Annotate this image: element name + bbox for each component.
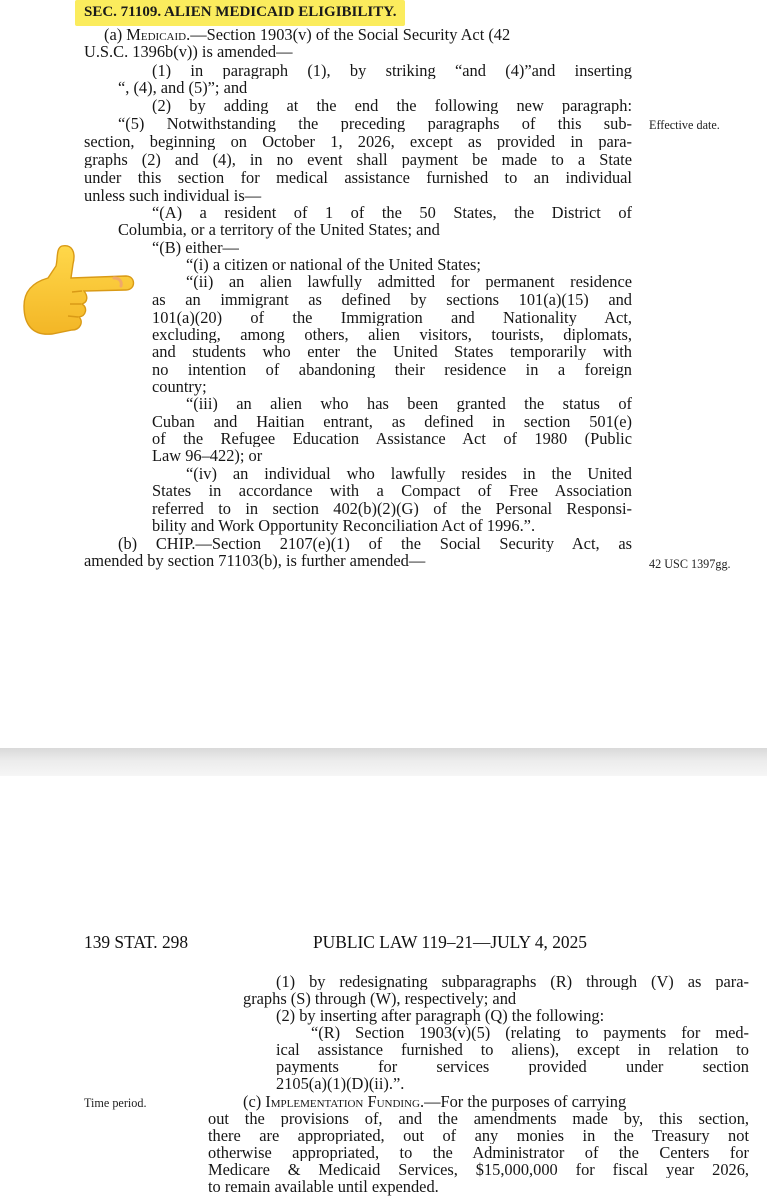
text-line: under this section for medical assistance furnished to an individual [84,169,632,187]
text-line: unless such individual is— [84,186,262,205]
text-line: Law 96–422); or [152,446,263,465]
text-line: section, beginning on October 1, 2026, except as provided in para- [84,133,632,151]
text-line: graphs (2) and (4), in no event shall payment be made to a State [84,151,632,169]
text-line: States in accordance with a Compact of Free Association [152,482,632,500]
text-segment: (a) [104,25,127,44]
subsection-heading-medicaid: Medicaid [126,25,187,44]
text-line: otherwise appropriated, to the Administrator of the Centers for [208,1144,749,1162]
text-line: amended by section 71103(b), is further amended— [84,551,426,570]
backhand-index-pointing-right-icon [18,244,136,340]
text-line: “(5) Notwithstanding the preceding paragraphs of this sub- [118,115,632,133]
text-segment: .—Section 1903(v) of the Social Security Act (42 [186,25,511,44]
text-line: “(ii) an alien lawfully admitted for permanent residence [186,273,632,291]
text-line: U.S.C. 1396b(v)) is amended— [84,42,293,61]
text-line: “(B) either— [152,238,239,257]
text-line: 2105(a)(1)(D)(ii).”. [276,1074,405,1093]
running-header-public-law: PUBLIC LAW 119–21—JULY 4, 2025 [313,932,587,952]
text-line: there are appropriated, out of any monies in the Treasury not [208,1127,749,1145]
subsection-heading-funding: Implementation Funding [265,1092,420,1111]
text-line: and students who enter the United States temporarily with [152,343,632,361]
page-bottom [0,776,767,1200]
text-segment: (c) [243,1092,266,1111]
text-line: payments for services provided under section [276,1058,749,1076]
text-line: ical assistance furnished to aliens), except in relation to [276,1041,749,1059]
text-line [104,26,632,43]
text-line: Medicare & Medicaid Services, $15,000,000 for fiscal year 2026, [208,1161,749,1179]
text-line: Cuban and Haitian entrant, as defined in section 501(e) [152,413,632,431]
margin-note-effective-date: Effective date. [649,118,720,132]
text-line: “(A) a resident of 1 of the 50 States, the District of [152,204,632,222]
text-line: “(iii) an alien who has been granted the status of [186,395,632,413]
text-line: 101(a)(20) of the Immigration and Nationality Act, [152,309,632,327]
text-line: no intention of abandoning their residence in a foreign [152,361,632,379]
text-line: excluding, among others, alien visitors, tourists, diplomats, [152,326,632,344]
text-line: (2) by inserting after paragraph (Q) the following: [276,1006,605,1025]
text-line: Columbia, or a territory of the United States; and [118,220,440,239]
text-line: “(R) Section 1903(v)(5) (relating to payments for med- [311,1024,749,1042]
text-line: graphs (S) through (W), respectively; and [243,989,517,1008]
text-line: “(i) a citizen or national of the United States; [186,255,481,274]
text-line: to remain available until expended. [208,1177,439,1196]
text-segment: .—For the purposes of carrying [419,1092,627,1111]
text-line: of the Refugee Education Assistance Act of 1980 (Public [152,430,632,448]
text-line: country; [152,377,207,396]
text-line [243,1093,753,1110]
text-line: “(iv) an individual who lawfully resides in the United [186,465,632,483]
text-line: (2) by adding at the end the following new paragraph: [152,97,632,115]
margin-note-usc: 42 USC 1397gg. [649,557,731,571]
section-heading-highlight [75,0,405,26]
text-line: out the provisions of, and the amendments made by, this section, [208,1110,749,1128]
text-line: “, (4), and (5)”; and [118,78,248,97]
margin-note-time-period: Time period. [84,1096,147,1110]
page-number-stat: 139 STAT. 298 [84,932,189,952]
page-gap [0,748,767,776]
section-heading: SEC. 71109. ALIEN MEDICAID ELIGIBILITY. [84,4,397,20]
text-line: referred to in section 402(b)(2)(G) of the Personal Responsi- [152,500,632,518]
text-line: bility and Work Opportunity Reconciliation Act of 1996.”. [152,516,536,535]
text-line: (1) by redesignating subparagraphs (R) through (V) as para- [276,973,749,991]
text-line: (b) CHIP.—Section 2107(e)(1) of the Social Security Act, as [118,535,632,553]
text-line: (1) in paragraph (1), by striking “and (4)”and inserting [152,62,632,80]
text-line: as an immigrant as defined by sections 101(a)(15) and [152,291,632,309]
